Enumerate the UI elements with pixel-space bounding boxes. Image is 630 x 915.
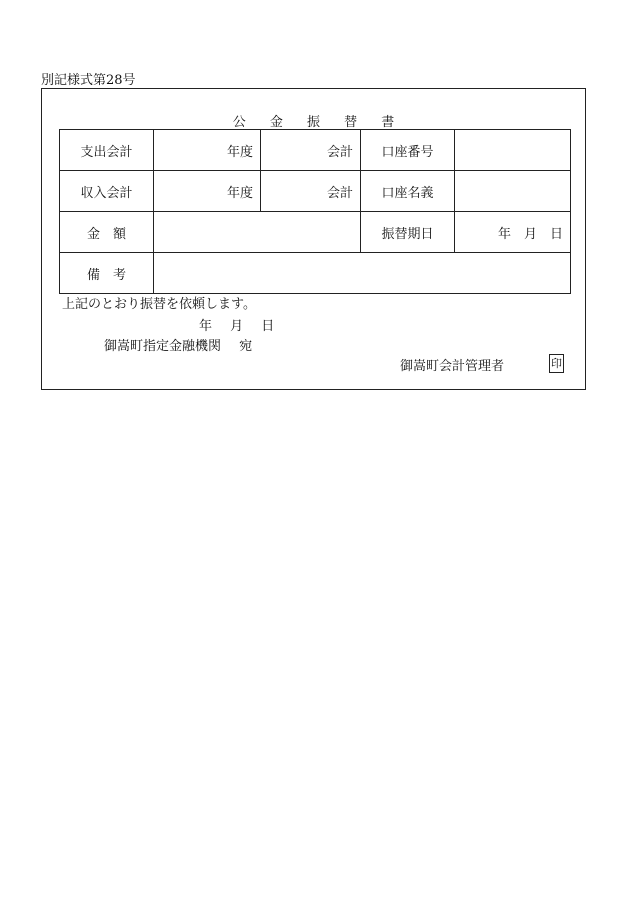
account-number-label: 口座番号 bbox=[361, 130, 455, 171]
revenue-fiscal-year-field[interactable]: 年度 bbox=[154, 171, 261, 212]
addressee-bank: 御嵩町指定金融機関 宛 bbox=[104, 339, 253, 354]
transfer-date-field[interactable]: 年 月 日 bbox=[455, 212, 571, 253]
expense-account-field[interactable]: 会計 bbox=[261, 130, 361, 171]
request-statement: 上記のとおり振替を依頼します。 bbox=[62, 297, 256, 312]
form-number-label: 別記様式第28号 bbox=[41, 73, 136, 88]
transfer-form-frame bbox=[41, 88, 586, 390]
account-holder-field[interactable] bbox=[455, 171, 571, 212]
transfer-date-label: 振替期日 bbox=[361, 212, 455, 253]
table-row bbox=[60, 171, 571, 212]
revenue-account-field[interactable]: 会計 bbox=[261, 171, 361, 212]
amount-field[interactable] bbox=[154, 212, 361, 253]
remarks-field[interactable] bbox=[154, 253, 571, 294]
table-row bbox=[60, 130, 571, 171]
accounting-manager: 御嵩町会計管理者 bbox=[400, 359, 505, 374]
expense-account-label: 支出会計 bbox=[60, 130, 154, 171]
table-row bbox=[60, 253, 571, 294]
revenue-account-label: 収入会計 bbox=[60, 171, 154, 212]
amount-label: 金 額 bbox=[60, 212, 154, 253]
request-date: 年 月 日 bbox=[199, 319, 275, 334]
table-row bbox=[60, 212, 571, 253]
account-holder-label: 口座名義 bbox=[361, 171, 455, 212]
seal-stamp-box: 印 bbox=[549, 354, 564, 373]
remarks-label: 備 考 bbox=[60, 253, 154, 294]
document-title: 公 金 振 替 書 bbox=[232, 115, 405, 130]
expense-fiscal-year-field[interactable]: 年度 bbox=[154, 130, 261, 171]
transfer-table bbox=[59, 129, 571, 294]
account-number-field[interactable] bbox=[455, 130, 571, 171]
